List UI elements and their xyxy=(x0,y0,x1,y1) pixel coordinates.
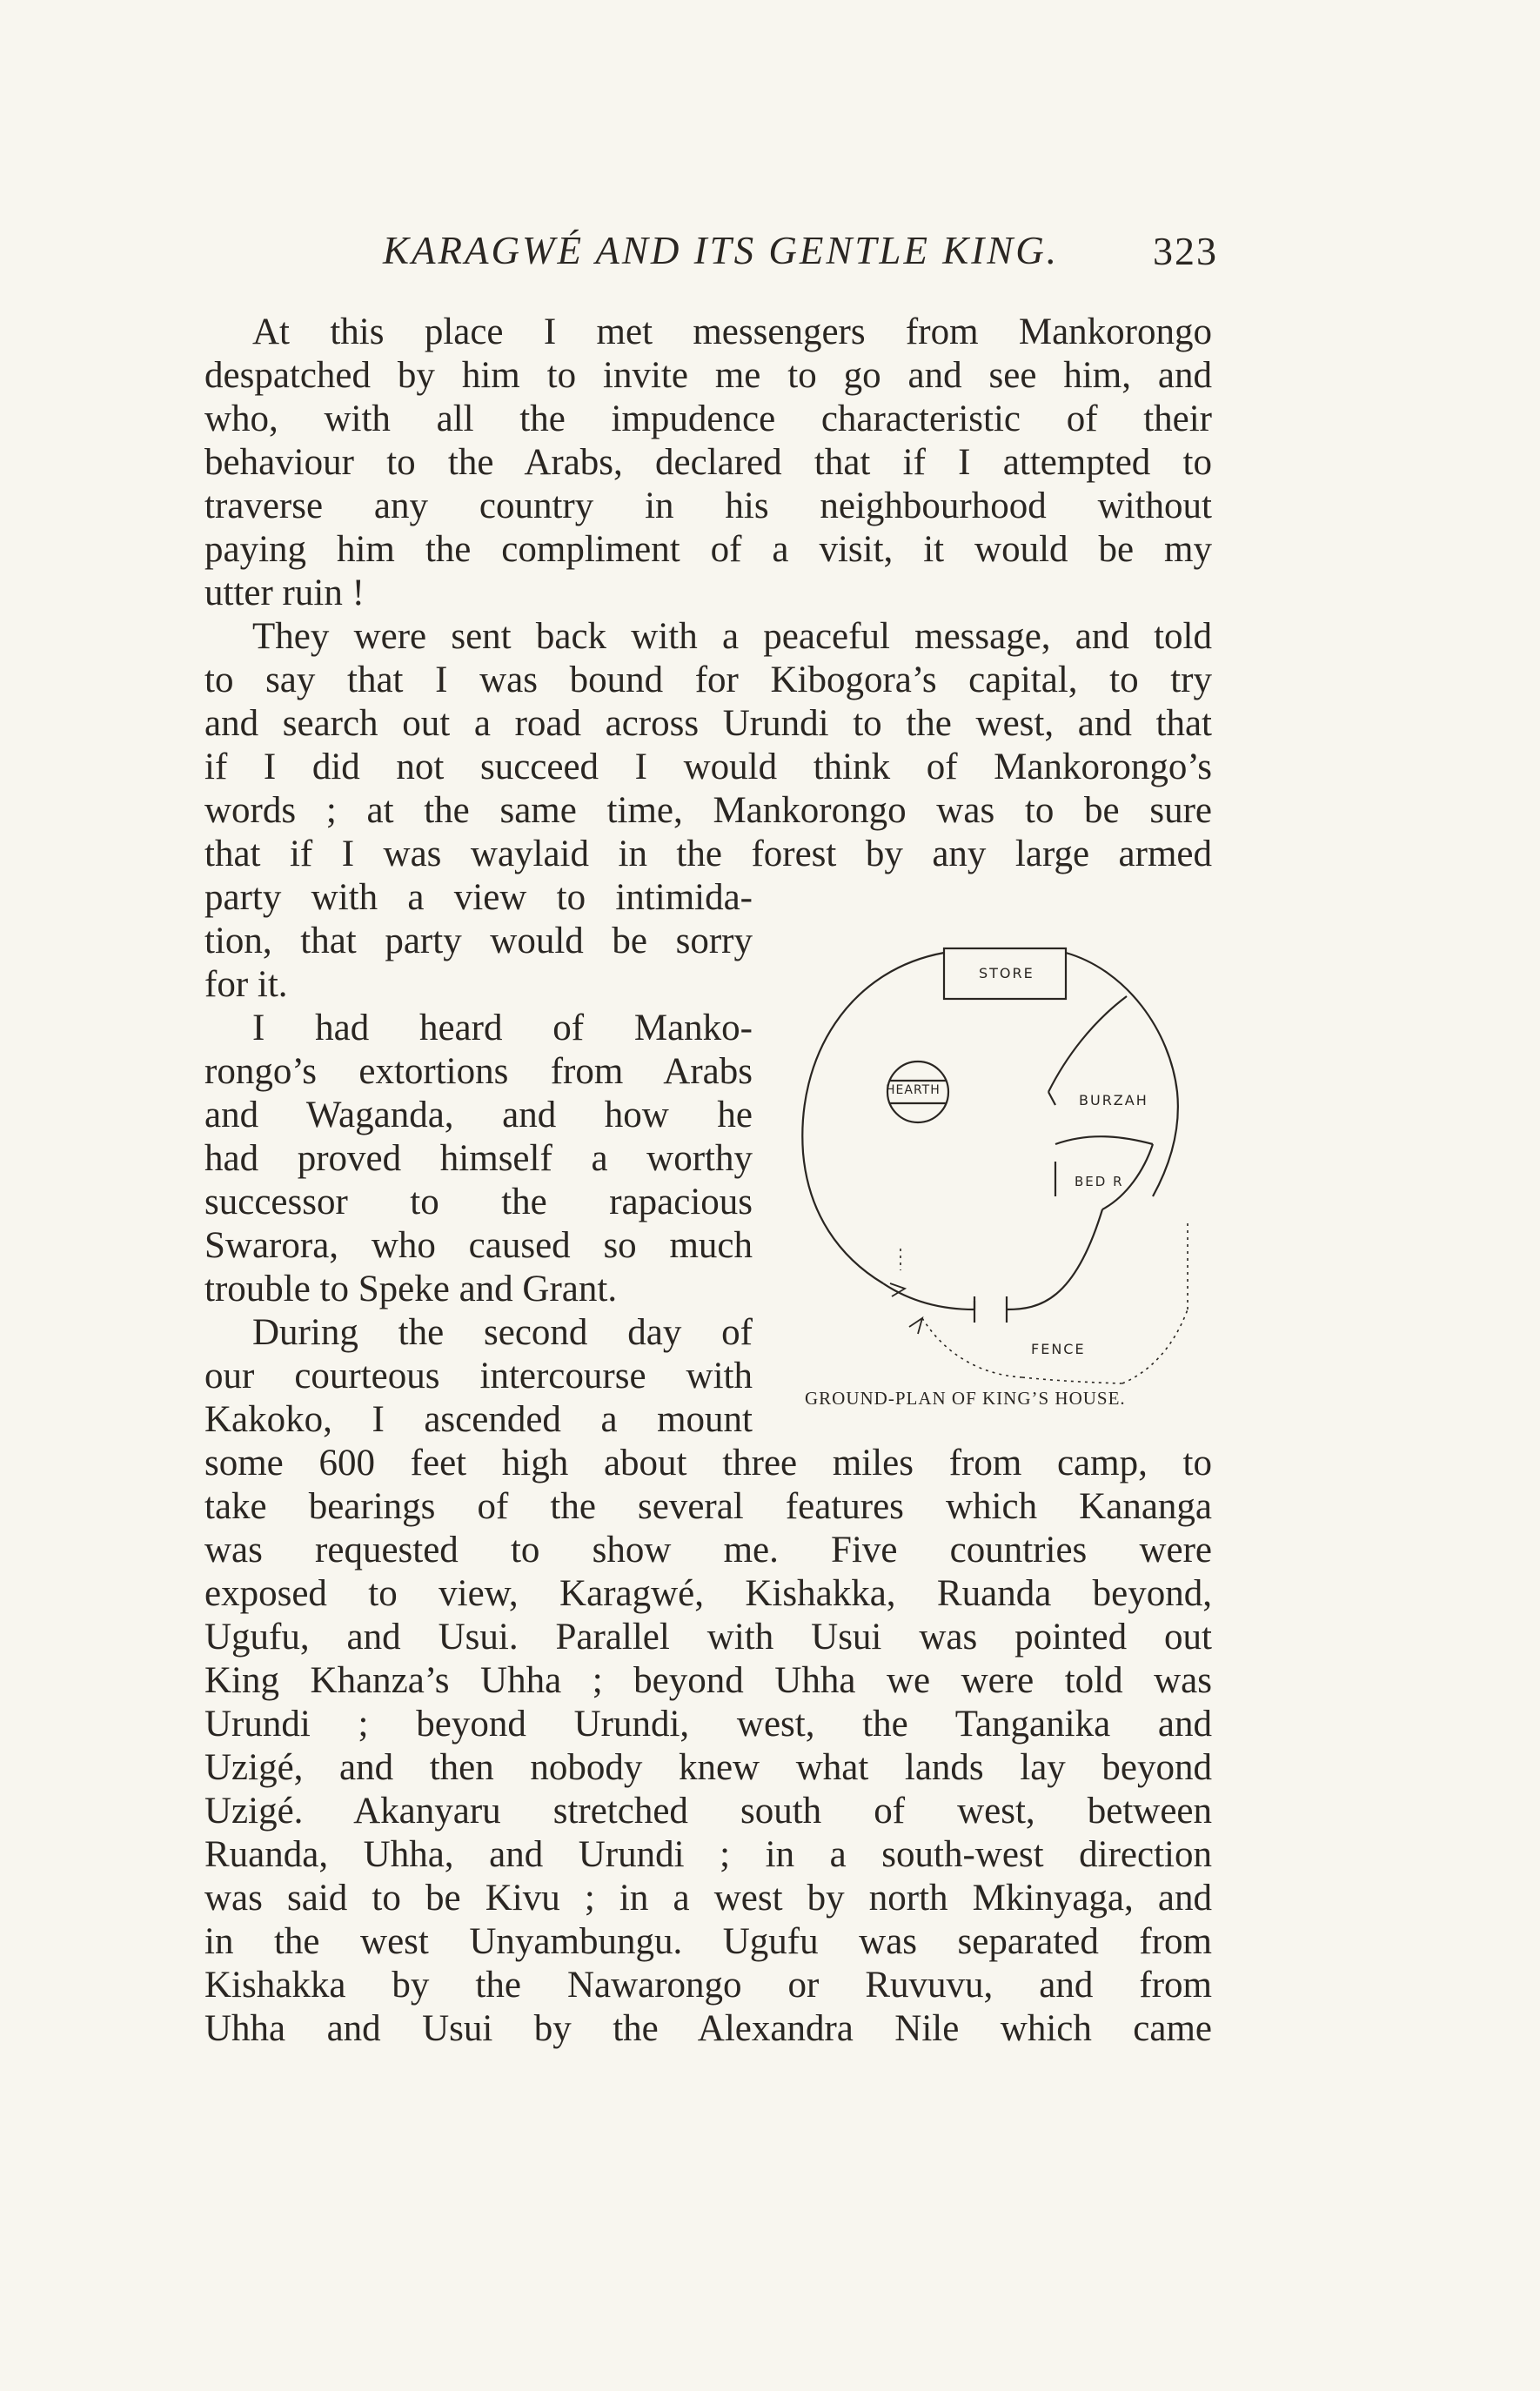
page-header xyxy=(383,228,1218,289)
text-line: if I did not succeed I would think of Mankorongo’s xyxy=(204,747,1212,787)
text-line: our courteous intercourse with xyxy=(204,1356,753,1396)
text-line: successor to the rapacious xyxy=(204,1182,753,1222)
text-line: Kakoko, I ascended a mount xyxy=(204,1399,753,1440)
text-line: Uhha and Usui by the Alexandra Nile which came xyxy=(204,2008,1212,2049)
text-line: was requested to show me. Five countries were xyxy=(204,1530,1212,1571)
page-number: 323 xyxy=(1153,229,1218,273)
text-line: tion, that party would be sorry xyxy=(204,921,753,961)
text-line: who, with all the impudence characteristic of their xyxy=(204,398,1212,439)
store-label: STORE xyxy=(979,965,1034,981)
text-line: At this place I met messengers from Mankorongo xyxy=(252,311,1212,352)
text-line: Swarora, who caused so much xyxy=(204,1225,753,1266)
text-line: was said to be Kivu ; in a west by north Mkinyaga, and xyxy=(204,1878,1212,1919)
text-line: that if I was waylaid in the forest by any large armed xyxy=(204,834,1212,874)
text-line: Kishakka by the Nawarongo or Ruvuvu, and from xyxy=(204,1965,1212,2006)
text-line: some 600 feet high about three miles from camp, to xyxy=(204,1443,1212,1483)
text-line: despatched by him to invite me to go and see him, and xyxy=(204,355,1212,396)
text-line: exposed to view, Karagwé, Kishakka, Ruanda beyond, xyxy=(204,1573,1212,1614)
text-line: behaviour to the Arabs, declared that if I attempted to xyxy=(204,442,1212,483)
text-line: During the second day of xyxy=(252,1312,753,1353)
text-line: take bearings of the several features which Kananga xyxy=(204,1486,1212,1527)
text-line: and Waganda, and how he xyxy=(204,1095,753,1135)
text-line: to say that I was bound for Kibogora’s capital, to try xyxy=(204,660,1212,700)
text-line: party with a view to intimida- xyxy=(204,877,753,918)
text-line: utter ruin ! xyxy=(204,573,365,613)
fence-label: FENCE xyxy=(1031,1341,1086,1357)
text-line: had proved himself a worthy xyxy=(204,1138,753,1179)
text-line: rongo’s extortions from Arabs xyxy=(204,1051,753,1092)
ground-plan-drawing xyxy=(779,935,1266,1396)
text-line: and search out a road across Urundi to the west, and that xyxy=(204,703,1212,744)
text-line: in the west Unyambungu. Ugufu was separated from xyxy=(204,1921,1212,1962)
burzah-label: BURZAH xyxy=(1079,1092,1148,1108)
text-line: paying him the compliment of a visit, it would be my xyxy=(204,529,1212,570)
text-line: trouble to Speke and Grant. xyxy=(204,1269,618,1309)
text-line: I had heard of Manko- xyxy=(252,1008,753,1048)
figure-caption: GROUND-PLAN OF KING’S HOUSE. xyxy=(805,1388,1126,1409)
text-line: Uzigé. Akanyaru stretched south of west, between xyxy=(204,1791,1212,1832)
hearth-label: HEARTH xyxy=(886,1083,941,1097)
text-line: words ; at the same time, Mankorongo was to be sure xyxy=(204,790,1212,831)
text-line: Ugufu, and Usui. Parallel with Usui was pointed out xyxy=(204,1617,1212,1658)
text-line: King Khanza’s Uhha ; beyond Uhha we were told was xyxy=(204,1660,1212,1701)
text-line: traverse any country in his neighbourhood without xyxy=(204,486,1212,526)
text-line: for it. xyxy=(204,964,288,1005)
text-line: Urundi ; beyond Urundi, west, the Tanganika and xyxy=(204,1704,1212,1745)
text-line: Uzigé, and then nobody knew what lands lay beyond xyxy=(204,1747,1212,1788)
running-head: KARAGWÉ AND ITS GENTLE KING. xyxy=(383,229,1059,272)
text-line: Ruanda, Uhha, and Urundi ; in a south-west direction xyxy=(204,1834,1212,1875)
ground-plan-figure xyxy=(779,935,1266,1396)
bed-room-label: BED R xyxy=(1075,1174,1124,1189)
text-line: They were sent back with a peaceful message, and told xyxy=(252,616,1212,657)
